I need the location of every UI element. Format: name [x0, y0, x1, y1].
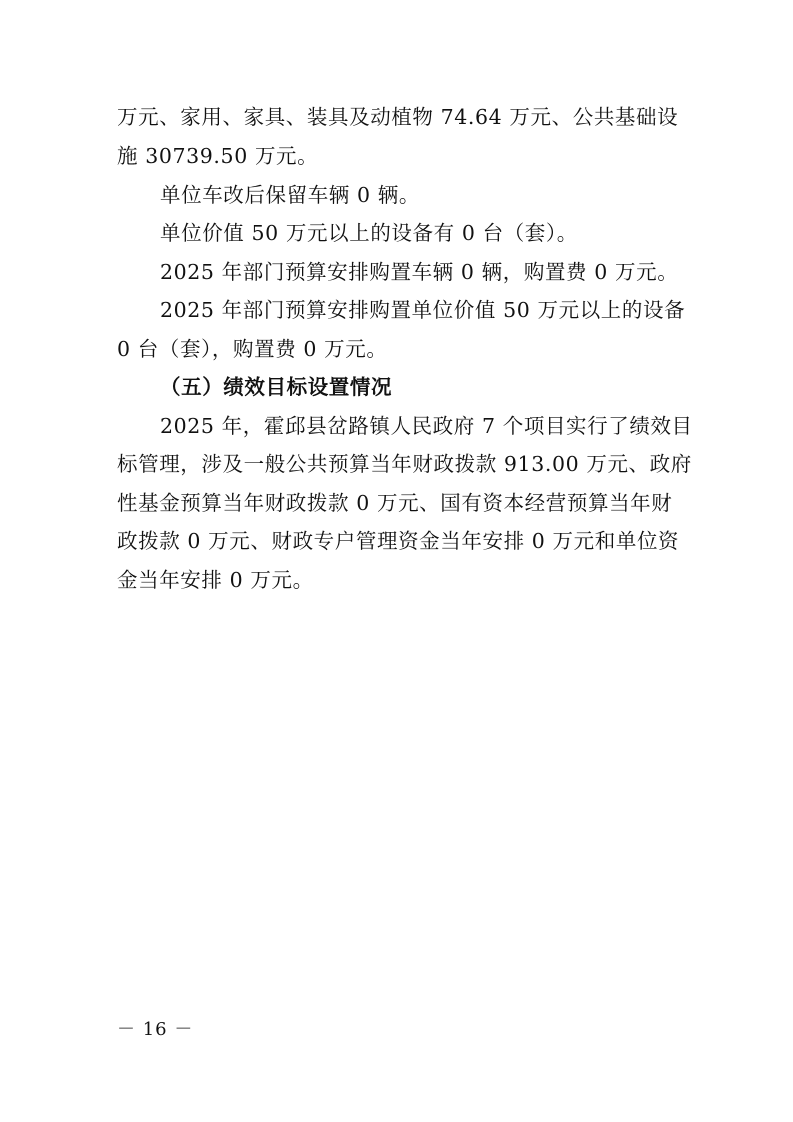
paragraph-line: 性基金预算当年财政拨款 0 万元、国有资本经营预算当年财	[117, 491, 673, 515]
paragraph-line: 单位价值 50 万元以上的设备有 0 台（套）。	[160, 221, 578, 245]
paragraph-line: 2025 年，霍邱县岔路镇人民政府 7 个项目实行了绩效目	[160, 414, 693, 438]
paragraph-line: 金当年安排 0 万元。	[117, 568, 314, 592]
page-number: － 16 －	[117, 1019, 194, 1040]
paragraph-line: 万元、家用、家具、装具及动植物 74.64 万元、公共基础设	[117, 105, 679, 129]
paragraph-line: 0 台（套），购置费 0 万元。	[117, 337, 388, 361]
paragraph-line: 施 30739.50 万元。	[117, 144, 319, 168]
paragraph-line: 2025 年部门预算安排购置单位价值 50 万元以上的设备	[160, 298, 686, 322]
paragraph-line: 2025 年部门预算安排购置车辆 0 辆，购置费 0 万元。	[160, 260, 679, 284]
paragraph-line: 标管理，涉及一般公共预算当年财政拨款 913.00 万元、政府	[117, 452, 692, 476]
paragraph-line: 政拨款 0 万元、财政专户管理资金当年安排 0 万元和单位资	[117, 529, 680, 553]
section-heading: （五）绩效目标设置情况	[160, 375, 393, 399]
paragraph-line: 单位车改后保留车辆 0 辆。	[160, 183, 420, 207]
